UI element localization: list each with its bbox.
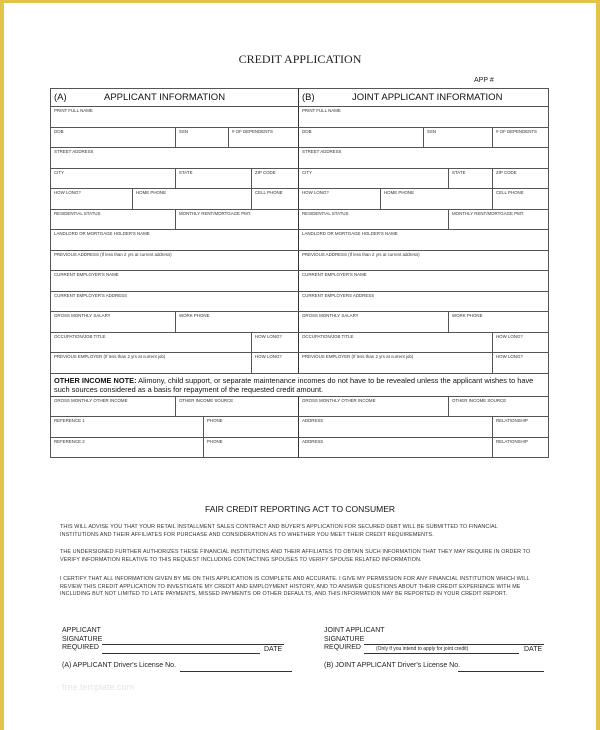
- joint-gross-other-income-field[interactable]: GROSS MONTHLY OTHER INCOME: [299, 396, 449, 417]
- joint-work-phone-field[interactable]: WORK PHONE: [449, 312, 549, 333]
- applicant-occupation-field[interactable]: OCCUPATION/JOB TITLE: [51, 332, 252, 353]
- reference-2-field[interactable]: REFERENCE 2: [51, 437, 204, 458]
- section-header-row: [51, 89, 549, 107]
- joint-full-name-field[interactable]: PRINT FULL NAME: [299, 107, 549, 128]
- row-phones: [51, 189, 549, 210]
- fair-credit-paragraph-2: THE UNDERSIGNED FURTHER AUTHORIZES THESE FINANCIAL INSTITUTIONS AND THEIR AFFILIATES TO OBTAIN SUCH INFORMATION THAT THEY MAY REQUIRE IN ORDER TO VERIFY INFORMATION RELATIVE TO THIS REQUEST INCLUDING CONTACTING SPOUSES TO VERIFY SPOUSE RELATED INFORMATION.: [60, 549, 531, 563]
- reference-1-phone-field[interactable]: PHONE: [204, 417, 299, 438]
- application-form-table: [50, 88, 549, 458]
- watermark-text: free.template.com: [62, 682, 135, 692]
- joint-previous-address-field[interactable]: PREVIOUS ADDRESS (If less than 2 yrs at current address): [299, 250, 549, 271]
- row-reference-1: [51, 417, 549, 438]
- joint-ssn-field[interactable]: SSN: [424, 127, 493, 148]
- applicant-residential-status-field[interactable]: RESIDENTIAL STATUS: [51, 209, 176, 230]
- joint-license-label: (B) JOINT APPLICANT Driver's License No.: [324, 662, 461, 669]
- section-b-letter: (B): [302, 91, 315, 103]
- joint-landlord-field[interactable]: LANDLORD OR MORTGAGE HOLDER'S NAME: [299, 230, 549, 251]
- joint-gross-salary-field[interactable]: GROSS MONTHLY SALARY: [299, 312, 449, 333]
- applicant-other-income-source-field[interactable]: OTHER INCOME SOURCE: [176, 396, 299, 417]
- other-income-note-text: Alimony, child support, or separate maintenance incomes do not have to be revealed unless the applicant wishes to have such sources considered as a basis for repayment of the requested credit amount.: [54, 375, 534, 394]
- applicant-cell-phone-field[interactable]: CELL PHONE: [252, 189, 299, 210]
- row-occupation: [51, 332, 549, 353]
- row-salary: [51, 312, 549, 333]
- joint-signature-line3: REQUIRED: [324, 644, 361, 652]
- applicant-how-long-field[interactable]: HOW LONG?: [51, 189, 133, 210]
- applicant-employer-name-field[interactable]: CURRENT EMPLOYER'S NAME: [51, 271, 299, 292]
- applicant-signature-line3: REQUIRED: [62, 644, 99, 652]
- joint-home-phone-field[interactable]: HOME PHONE: [381, 189, 493, 210]
- applicant-city-field[interactable]: CITY: [51, 168, 176, 189]
- applicant-occupation-how-long-field[interactable]: HOW LONG?: [252, 332, 299, 353]
- applicant-zip-field[interactable]: ZIP CODE: [252, 168, 299, 189]
- applicant-date-line[interactable]: [102, 653, 260, 654]
- joint-employer-name-field[interactable]: CURRENT EMPLOYER'S NAME: [299, 271, 549, 292]
- joint-previous-employer-field[interactable]: PREVIOUS EMPLOYER (If less than 2 yrs at current job): [299, 353, 493, 374]
- reference-1-field[interactable]: REFERENCE 1: [51, 417, 204, 438]
- joint-previous-employer-how-long-field[interactable]: HOW LONG?: [493, 353, 549, 374]
- applicant-state-field[interactable]: STATE: [176, 168, 252, 189]
- applicant-previous-address-field[interactable]: PREVIOUS ADDRESS (If less than 2 yrs at current address): [51, 250, 299, 271]
- row-dob: [51, 127, 549, 148]
- applicant-gross-salary-field[interactable]: GROSS MONTHLY SALARY: [51, 312, 176, 333]
- applicant-work-phone-field[interactable]: WORK PHONE: [176, 312, 299, 333]
- joint-state-field[interactable]: STATE: [449, 168, 493, 189]
- applicant-landlord-field[interactable]: LANDLORD OR MORTGAGE HOLDER'S NAME: [51, 230, 299, 251]
- applicant-home-phone-field[interactable]: HOME PHONE: [133, 189, 252, 210]
- applicant-monthly-rent-field[interactable]: MONTHLY RENT/MORTGAGE PMT.: [176, 209, 299, 230]
- applicant-previous-employer-field[interactable]: PREVIOUS EMPLOYER (If less than 2 yrs at current job): [51, 353, 252, 374]
- applicant-full-name-field[interactable]: PRINT FULL NAME: [51, 107, 299, 128]
- joint-date-line[interactable]: [364, 653, 519, 654]
- reference-1-address-field[interactable]: ADDRESS: [299, 417, 493, 438]
- joint-occupation-how-long-field[interactable]: HOW LONG?: [493, 332, 549, 353]
- reference-2-address-field[interactable]: ADDRESS: [299, 437, 493, 458]
- reference-2-relationship-field[interactable]: RELATIONSHIP: [493, 437, 549, 458]
- row-employer-name: [51, 271, 549, 292]
- applicant-signature-line2: SIGNATURE: [62, 635, 103, 643]
- applicant-date-label: DATE: [264, 646, 283, 653]
- joint-how-long-field[interactable]: HOW LONG?: [299, 189, 381, 210]
- joint-credit-note: (Only if you intend to apply for joint credit): [376, 646, 469, 652]
- joint-employer-address-field[interactable]: CURRENT EMPLOYERS ADDRESS: [299, 291, 549, 312]
- joint-occupation-field[interactable]: OCCUPATION/JOB TITLE: [299, 332, 493, 353]
- joint-residential-status-field[interactable]: RESIDENTIAL STATUS: [299, 209, 449, 230]
- applicant-signature-line[interactable]: [102, 644, 284, 645]
- joint-license-line[interactable]: [458, 671, 544, 672]
- row-previous-employer: [51, 353, 549, 374]
- applicant-street-field[interactable]: STREET ADDRESS: [51, 148, 299, 169]
- reference-1-relationship-field[interactable]: RELATIONSHIP: [493, 417, 549, 438]
- applicant-license-line[interactable]: [180, 671, 292, 672]
- row-residential: [51, 209, 549, 230]
- joint-city-field[interactable]: CITY: [299, 168, 449, 189]
- row-city: [51, 168, 549, 189]
- applicant-dependents-field[interactable]: # OF DEPENDENTS: [229, 127, 299, 148]
- row-reference-2: [51, 437, 549, 458]
- other-income-note-label: OTHER INCOME NOTE:: [54, 375, 137, 385]
- applicant-signature-label: [62, 627, 102, 653]
- joint-dependents-field[interactable]: # OF DEPENDENTS: [493, 127, 549, 148]
- applicant-ssn-field[interactable]: SSN: [176, 127, 229, 148]
- section-a-header: [51, 89, 299, 107]
- section-a-title: APPLICANT INFORMATION: [104, 91, 226, 103]
- joint-street-field[interactable]: STREET ADDRESS: [299, 148, 549, 169]
- reference-2-phone-field[interactable]: PHONE: [204, 437, 299, 458]
- section-b-title: JOINT APPLICANT INFORMATION: [352, 91, 503, 103]
- joint-signature-line[interactable]: [364, 644, 544, 645]
- applicant-license-label: (A) APPLICANT Driver's License No.: [62, 662, 177, 669]
- joint-zip-field[interactable]: ZIP CODE: [493, 168, 549, 189]
- applicant-gross-other-income-field[interactable]: GROSS MONTHLY OTHER INCOME: [51, 396, 176, 417]
- app-number-label: APP #: [474, 77, 494, 84]
- row-full-name: [51, 107, 549, 128]
- fair-credit-title: FAIR CREDIT REPORTING ACT TO CONSUMER: [204, 504, 396, 514]
- row-other-income-note: [51, 373, 549, 396]
- fair-credit-paragraph-1: THIS WILL ADVISE YOU THAT YOUR RETAIL INSTALLMENT SALES CONTRACT AND BUYER'S APPLICATION FOR SECURED DEBT WILL BE SUBMITTED TO FINANCIAL INSTITUTIONS AND THEIR AFFILIATES FOR PURCHASE AND CONSIDERATION AS TO WHETHER YOU MEET THEIR CREDIT REQUIREMENTS.: [60, 524, 498, 538]
- applicant-previous-employer-how-long-field[interactable]: HOW LONG?: [252, 353, 299, 374]
- row-street: [51, 148, 549, 169]
- document-title: CREDIT APPLICATION: [238, 52, 362, 66]
- joint-signature-line1: JOINT APPLICANT: [324, 627, 385, 634]
- joint-date-label: DATE: [524, 646, 543, 653]
- section-b-header: [299, 89, 549, 107]
- applicant-dob-field[interactable]: DOB: [51, 127, 176, 148]
- row-employer-address: [51, 291, 549, 312]
- row-previous-address: [51, 250, 549, 271]
- joint-monthly-rent-field[interactable]: MONTHLY RENT/MORTGAGE PMT.: [449, 209, 549, 230]
- section-a-letter: (A): [54, 91, 67, 103]
- joint-other-income-source-field[interactable]: OTHER INCOME SOURCE: [449, 396, 549, 417]
- row-other-income: [51, 396, 549, 417]
- applicant-signature-line1: APPLICANT: [62, 627, 101, 634]
- joint-signature-line2: SIGNATURE: [324, 635, 365, 643]
- row-landlord: [51, 230, 549, 251]
- joint-dob-field[interactable]: DOB: [299, 127, 424, 148]
- applicant-employer-address-field[interactable]: CURRENT EMPLOYER'S ADDRESS: [51, 291, 299, 312]
- joint-cell-phone-field[interactable]: CELL PHONE: [493, 189, 549, 210]
- other-income-note: [51, 373, 549, 396]
- fair-credit-paragraph-3: I CERTIFY THAT ALL INFORMATION GIVEN BY ME ON THIS APPLICATION IS COMPLETE AND ACCURATE. I GIVE MY PERMISSION FOR ANY FINANCIAL INSTITUTION WHICH WILL REVIEW THIS CREDIT APPLICATION TO INVESTIGATE MY CREDIT AND EMPLOYMENT HISTORY, AND TO ANSWER QUESTIONS ABOUT THEIR CREDIT EXPERIENCE WITH ME INCLUDING BUT NOT LIMITED TO LATE PAYMENTS, MISSED PAYMENTS OR OTHER DEFAULTS, AND THIS INFORMATION MAY BE REPORTED IN YOUR CREDIT REPORT.: [60, 576, 530, 598]
